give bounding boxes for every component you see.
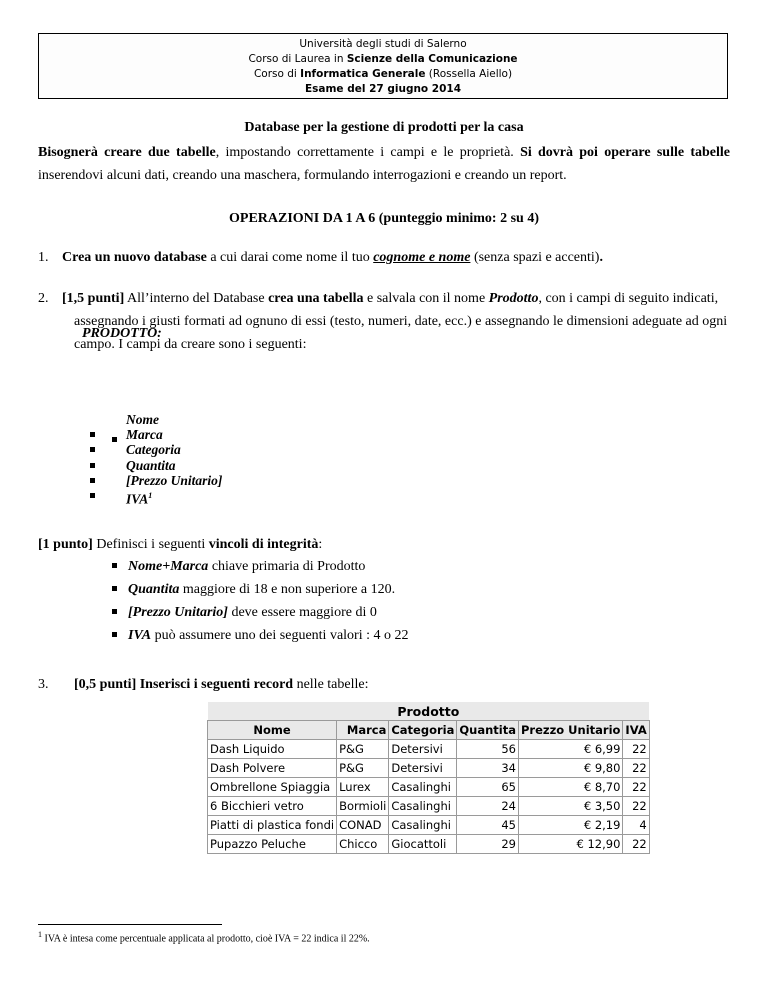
- field-name: Quantita: [126, 457, 176, 473]
- cell-quantita: 29: [457, 835, 519, 854]
- column-header: Nome: [208, 721, 337, 740]
- column-header: Prezzo Unitario: [518, 721, 622, 740]
- field-item: [104, 458, 222, 473]
- constraint-text: può assumere uno dei seguenti valori : 4 o 22: [151, 628, 409, 643]
- constraints-bold: vincoli di integrità: [208, 537, 319, 552]
- cell-marca: CONAD: [337, 816, 389, 835]
- column-header: Categoria: [389, 721, 457, 740]
- constraint-item: [112, 555, 409, 578]
- bullet-icon: [90, 447, 95, 452]
- cell-quantita: 56: [457, 740, 519, 759]
- constraint-text: maggiore di 18 e non superiore a 120.: [179, 582, 396, 597]
- degree-course: [39, 52, 727, 67]
- cell-marca: Chicco: [337, 835, 389, 854]
- cell-categoria: Giocattoli: [389, 835, 457, 854]
- field-item: [104, 488, 222, 507]
- column-header: Marca: [337, 721, 389, 740]
- cell-categoria: Casalinghi: [389, 816, 457, 835]
- bullet-icon: [112, 632, 117, 637]
- cell-iva: 22: [623, 835, 649, 854]
- bullet-icon: [112, 563, 117, 568]
- exam-date-text: Esame del 27 giugno 2014: [304, 83, 462, 95]
- operation-2-text-3: , con i campi di seguito indicati, assegnando i giusti formati ad ognuno di essi (testo, numeri, date, ecc.) e assegnando le dimensioni adeguate ad ogni campo. I campi da creare sono i seguenti:: [74, 291, 728, 352]
- constraint-field: IVA: [128, 628, 152, 643]
- operation-3-text: nelle tabelle:: [293, 677, 369, 692]
- cell-marca: P&G: [337, 759, 389, 778]
- university-name: Università degli studi di Salerno: [299, 38, 467, 50]
- constraint-text: chiave primaria di Prodotto: [208, 559, 366, 574]
- operation-1-name: cognome e nome: [373, 250, 471, 265]
- operation-2-number: 2.: [38, 291, 49, 306]
- degree-name: Scienze della Comunicazione: [346, 53, 518, 65]
- constraints-text-1: Definisci i seguenti: [92, 537, 209, 552]
- course-teacher: (Rossella Aiello): [425, 68, 513, 80]
- table-row: [208, 759, 650, 778]
- footnote: [38, 930, 370, 944]
- cell-quantita: 24: [457, 797, 519, 816]
- bullet-icon: [90, 493, 95, 498]
- cell-iva: 22: [623, 759, 649, 778]
- table-header-row: [208, 721, 650, 740]
- cell-nome: Dash Polvere: [208, 759, 337, 778]
- operation-1-number: 1.: [38, 250, 49, 265]
- constraint-field: [Prezzo Unitario]: [128, 605, 228, 620]
- operation-2-text-1: All’interno del Database: [124, 291, 269, 306]
- cell-marca: Bormioli: [337, 797, 389, 816]
- product-label: PRODOTTO:: [82, 326, 162, 341]
- table-row: [208, 797, 650, 816]
- field-item: [104, 412, 222, 427]
- intro-text-1: , impostando correttamente i campi e le proprietà.: [215, 145, 521, 160]
- cell-prezzo: € 3,50: [518, 797, 622, 816]
- cell-categoria: Detersivi: [389, 759, 457, 778]
- cell-marca: P&G: [337, 740, 389, 759]
- constraint-text: deve essere maggiore di 0: [227, 605, 377, 620]
- field-name: Marca: [126, 427, 163, 443]
- operation-2-text-2: e salvala con il nome: [363, 291, 489, 306]
- exam-date: [39, 82, 727, 97]
- field-item: [104, 442, 222, 457]
- cell-prezzo: € 6,99: [518, 740, 622, 759]
- operation-3-bold: [0,5 punti] Inserisci i seguenti record: [74, 677, 294, 692]
- operation-1-end: .: [599, 250, 603, 265]
- footnote-number: 1: [38, 930, 42, 939]
- cell-nome: Piatti di plastica fondi: [208, 816, 337, 835]
- field-name: Categoria: [126, 442, 181, 458]
- cell-prezzo: € 9,80: [518, 759, 622, 778]
- table-row: [208, 740, 650, 759]
- cell-marca: Lurex: [337, 778, 389, 797]
- cell-categoria: Detersivi: [389, 740, 457, 759]
- course-name: Informatica Generale: [300, 68, 426, 80]
- operation-1-text-1: a cui darai come nome il tuo: [206, 250, 374, 265]
- operation-1-bold: Crea un nuovo database: [62, 250, 207, 265]
- cell-quantita: 34: [457, 759, 519, 778]
- cell-prezzo: € 12,90: [518, 835, 622, 854]
- operation-3: [38, 677, 369, 693]
- product-table: [207, 702, 650, 854]
- cell-categoria: Casalinghi: [389, 797, 457, 816]
- intro-bold-2: Si dovrà poi operare sulle tabelle: [520, 145, 731, 160]
- degree-prefix: Corso di Laurea in: [248, 53, 347, 65]
- bullet-icon: [112, 609, 117, 614]
- bullet-icon: [90, 463, 95, 468]
- constraints-points: [1 punto]: [38, 537, 93, 552]
- cell-nome: Dash Liquido: [208, 740, 337, 759]
- constraint-item: [112, 578, 409, 601]
- field-name: [Prezzo Unitario]: [126, 472, 223, 488]
- course-prefix: Corso di: [253, 68, 301, 80]
- operation-3-number: 3.: [38, 677, 49, 692]
- column-header: Quantita: [457, 721, 519, 740]
- cell-quantita: 65: [457, 778, 519, 797]
- bullet-icon: [112, 437, 117, 442]
- cell-iva: 22: [623, 797, 649, 816]
- table-caption-row: [208, 702, 650, 721]
- bullet-icon: [90, 478, 95, 483]
- field-item: [104, 473, 222, 488]
- exam-header: [38, 33, 728, 99]
- constraint-field: Nome+Marca: [128, 559, 209, 574]
- field-list: [104, 412, 222, 507]
- cell-nome: Pupazzo Peluche: [208, 835, 337, 854]
- section-title: OPERAZIONI DA 1 A 6 (punteggio minimo: 2 su 4): [229, 211, 539, 226]
- operation-2-bold: crea una tabella: [268, 291, 364, 306]
- intro-bold-1: Bisognerà creare due tabelle: [38, 145, 216, 160]
- constraints-list: [112, 555, 409, 647]
- footnote-text: IVA è intesa come percentuale applicata al prodotto, cioè IVA = 22 indica il 22%.: [42, 933, 370, 945]
- cell-iva: 22: [623, 740, 649, 759]
- operation-2-table-name: Prodotto: [488, 291, 539, 306]
- footnote-divider: [38, 924, 222, 925]
- operation-1-text-2: (senza spazi e accenti): [470, 250, 600, 265]
- table-row: [208, 816, 650, 835]
- intro-paragraph: [38, 141, 730, 187]
- operation-1: [38, 250, 730, 266]
- bullet-icon: [90, 432, 95, 437]
- table-caption: Prodotto: [208, 702, 650, 721]
- course-line: [39, 67, 727, 82]
- cell-quantita: 45: [457, 816, 519, 835]
- field-name: IVA: [126, 491, 149, 507]
- table-row: [208, 835, 650, 854]
- field-item: [104, 427, 222, 442]
- constraints-text-2: :: [318, 537, 323, 552]
- footnote-marker: 1: [148, 491, 153, 501]
- bullet-icon: [112, 586, 117, 591]
- column-header: IVA: [623, 721, 649, 740]
- operation-2-points: [1,5 punti]: [62, 291, 125, 306]
- operation-2: [38, 287, 730, 356]
- cell-iva: 4: [623, 816, 649, 835]
- cell-iva: 22: [623, 778, 649, 797]
- cell-categoria: Casalinghi: [389, 778, 457, 797]
- document-title: Database per la gestione di prodotti per la casa: [244, 120, 524, 135]
- field-name: Nome: [126, 412, 159, 427]
- constraint-field: Quantita: [128, 582, 180, 597]
- constraints-title: [38, 537, 322, 553]
- cell-nome: Ombrellone Spiaggia: [208, 778, 337, 797]
- constraint-item: [112, 624, 409, 647]
- cell-nome: 6 Bicchieri vetro: [208, 797, 337, 816]
- cell-prezzo: € 8,70: [518, 778, 622, 797]
- cell-prezzo: € 2,19: [518, 816, 622, 835]
- table-row: [208, 778, 650, 797]
- intro-text-2: inserendovi alcuni dati, creando una maschera, formulando interrogazioni e creando un report.: [38, 168, 567, 183]
- constraint-item: [112, 601, 409, 624]
